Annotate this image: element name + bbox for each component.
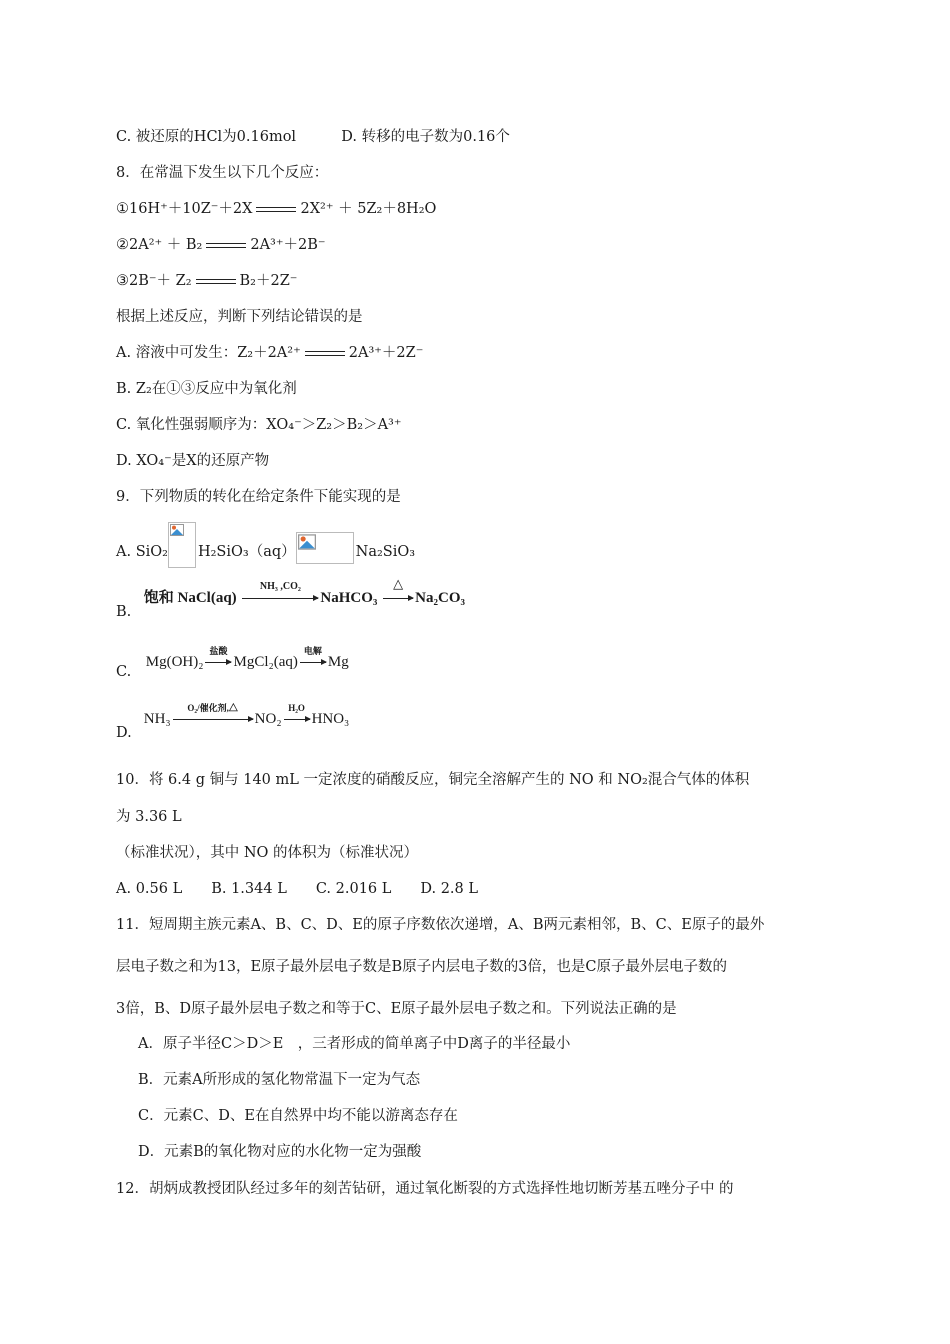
equals-sign xyxy=(206,243,246,248)
q9-stem: 9．下列物质的转化在给定条件下能实现的是 xyxy=(116,489,401,505)
reaction-1 xyxy=(116,199,436,219)
reaction-1-rhs: 2X²⁺ ＋ 5Z₂＋8H₂O xyxy=(300,201,437,217)
q9a-reactant: A. SiO₂ xyxy=(116,544,168,560)
q11-option-d: D．元素B的氧化物对应的水化物一定为强酸 xyxy=(138,1144,422,1160)
reaction-3 xyxy=(116,271,297,291)
reaction-arrow xyxy=(242,581,318,608)
equals-sign xyxy=(305,351,345,356)
q10-line-3: （标准状况），其中 NO 的体积为（标准状况） xyxy=(116,845,419,861)
q7-option-d: D. 转移的电子数为0.16个 xyxy=(341,129,510,145)
q9b-reactant: 饱和 NaCl(aq) xyxy=(143,590,237,606)
q7-options-line xyxy=(116,127,510,147)
q10-line-1: 10．将 6.4 g 铜与 140 mL 一定浓度的硝酸反应，铜完全溶解产生的 NO 和 NO₂混合气体的体积 xyxy=(116,772,750,788)
q9b-product: Na₂CO₃ xyxy=(415,590,465,606)
q8-option-a-pre: A. 溶液中可发生：Z₂＋2A²⁺ xyxy=(116,345,301,361)
reaction-arrow xyxy=(173,703,253,729)
q10-line-2: 为 3.36 L xyxy=(116,809,182,825)
q8-question: 根据上述反应，判断下列结论错误的是 xyxy=(116,309,363,325)
q9c-label: C. xyxy=(116,664,132,680)
q8-stem: 8．在常温下发生以下几个反应： xyxy=(116,165,329,181)
q9c-product: Mg xyxy=(327,654,349,670)
reaction-arrow xyxy=(284,703,310,729)
q9c-reactant: Mg(OH)₂ xyxy=(145,654,204,670)
q8-option-b: B. Z₂在①③反应中为氧化剂 xyxy=(116,381,297,397)
q9d-product: HNO₃ xyxy=(311,711,350,727)
q9d-condition-1: O₂/催化剂,△ xyxy=(187,703,238,713)
q9-option-d xyxy=(116,703,350,743)
q9d-intermediate: NO₂ xyxy=(254,711,282,727)
q9c-condition-2: 电解 xyxy=(303,646,322,656)
broken-image-icon xyxy=(168,522,196,568)
q9d-label: D. xyxy=(116,725,132,741)
q12-line-1: 12．胡炳成教授团队经过多年的刻苦钻研，通过氧化断裂的方式选择性地切断芳基五唑分子中 的 xyxy=(116,1181,734,1197)
q11-option-c: C．元素C、D、E在自然界中均不能以游离态存在 xyxy=(138,1108,458,1124)
q11-line-2: 层电子数之和为13，E原子最外层电子数是B原子内层电子数的3倍，也是C原子最外层电子数的 xyxy=(116,959,728,975)
q9b-intermediate: NaHCO₃ xyxy=(320,590,378,606)
reaction-arrow xyxy=(300,646,326,672)
equals-sign xyxy=(256,207,296,212)
q9b-label: B. xyxy=(116,604,132,620)
q11-line-1: 11．短周期主族元素A、B、C、D、E的原子序数依次递增，A、B两元素相邻，B、C、E原子的最外 xyxy=(116,917,765,933)
reaction-1-lhs: ①16H⁺＋10Z⁻＋2X xyxy=(116,201,253,217)
q8-option-a xyxy=(116,343,423,363)
reaction-3-rhs: B₂＋2Z⁻ xyxy=(239,273,298,289)
q9-option-b xyxy=(116,576,465,622)
q9b-condition-1: NH₃ ,CO₂ xyxy=(259,581,301,592)
q9b-condition-2: △ xyxy=(393,576,404,591)
reaction-arrow xyxy=(205,646,231,672)
q11-line-3: 3倍，B、D原子最外层电子数之和等于C、E原子最外层电子数之和。下列说法正确的是 xyxy=(116,1001,677,1017)
broken-image-icon xyxy=(296,532,354,564)
q11-option-a: A．原子半径C＞D＞E ，三者形成的简单离子中D离子的半径最小 xyxy=(138,1036,571,1052)
q9a-product: Na₂SiO₃ xyxy=(355,544,416,560)
q8-option-d: D. XO₄⁻是X的还原产物 xyxy=(116,453,270,469)
q11-option-b: B．元素A所形成的氢化物常温下一定为气态 xyxy=(138,1072,421,1088)
q9c-condition-1: 盐酸 xyxy=(209,646,228,656)
q9-option-a xyxy=(116,536,415,568)
q9d-condition-2: H₂O xyxy=(288,703,305,713)
q9c-intermediate: MgCl₂(aq) xyxy=(233,654,298,670)
reaction-3-lhs: ③2B⁻＋ Z₂ xyxy=(116,273,192,289)
q9a-intermediate: H₂SiO₃（aq） xyxy=(197,544,296,560)
reaction-2-rhs: 2A³⁺＋2B⁻ xyxy=(250,237,326,253)
q8-option-a-post: 2A³⁺＋2Z⁻ xyxy=(348,345,424,361)
q9-option-c xyxy=(116,646,349,682)
q8-option-c: C. 氧化性强弱顺序为：XO₄⁻＞Z₂＞B₂＞A³⁺ xyxy=(116,417,402,433)
q7-option-c: C. 被还原的HCl为0.16mol xyxy=(116,129,297,145)
equals-sign xyxy=(196,279,236,284)
reaction-arrow xyxy=(383,576,413,608)
reaction-2 xyxy=(116,235,326,255)
q9d-reactant: NH₃ xyxy=(143,711,171,727)
reaction-2-lhs: ②2A²⁺ ＋ B₂ xyxy=(116,237,203,253)
q10-options: A. 0.56 L B. 1.344 L C. 2.016 L D. 2.8 L xyxy=(116,881,479,897)
